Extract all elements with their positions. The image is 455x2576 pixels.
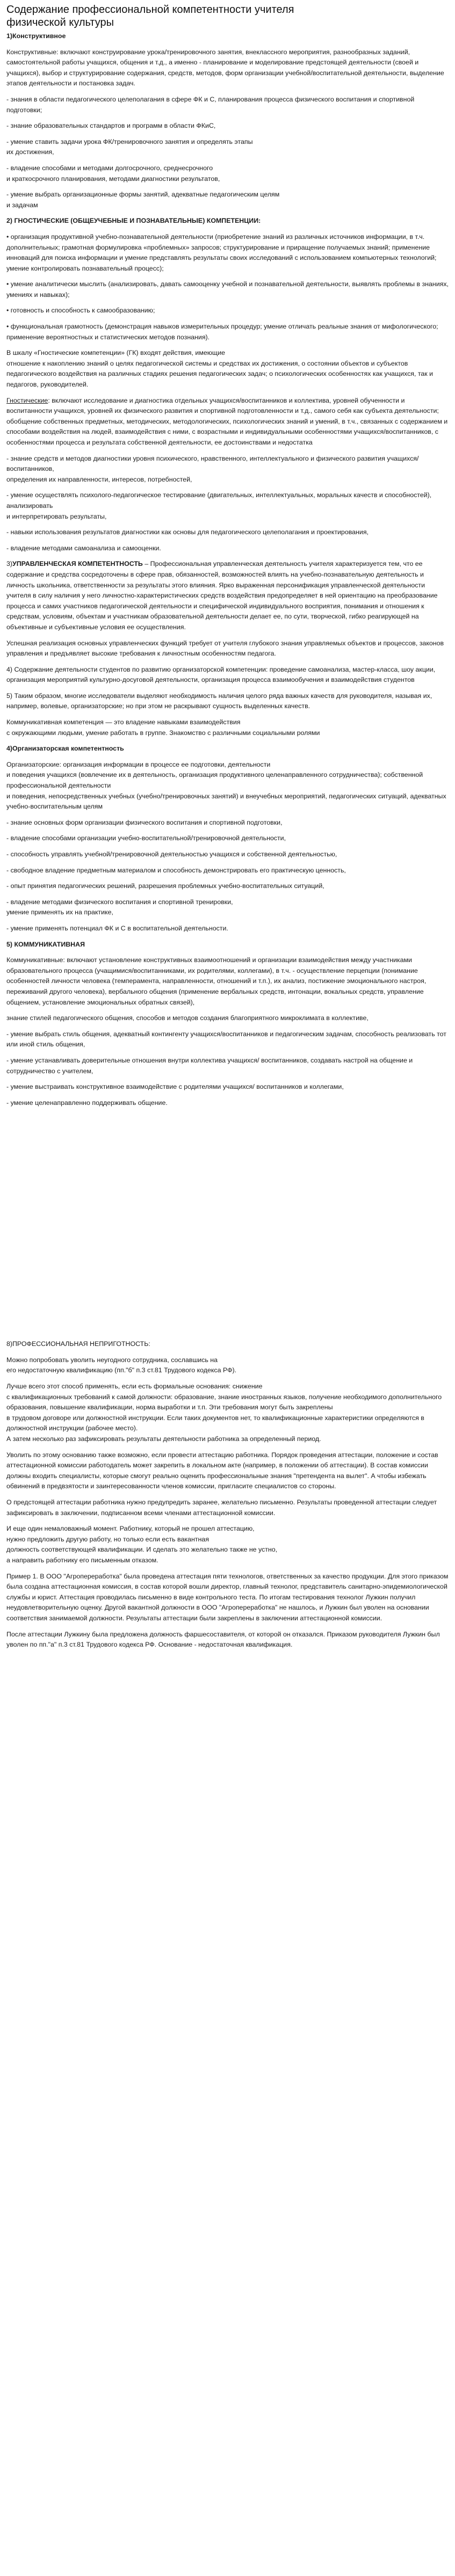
paragraph-gap bbox=[6, 1624, 449, 1629]
paragraph: - знания в области педагогического целеполагания в сфере ФК и С, планирования процесса физического воспитания и спортивной подготовки; bbox=[6, 95, 415, 114]
paragraph: Лучше всего этот способ применять, если есть формальные основания: снижение с квалификационных требований к самой должности: образование, знание иностранных языков, получение необходимого дополнительного образования, повышение квалификации, норма выработки и т.п. Эти требования могут быть закреплены в трудовом договоре или должностной инструкции. Если таких документов нет, то квалификационные характеристики определяются в должностной инструкции (рабочее место). А затем несколько раз зафиксировать результаты деятельности работника за определенный период. bbox=[6, 1382, 442, 1443]
section-heading: 5) КОММУНИКАТИВНАЯ bbox=[6, 940, 85, 948]
paragraph-gap bbox=[6, 1566, 449, 1571]
paragraph-gap bbox=[6, 892, 449, 897]
paragraph: О предстоящей аттестации работника нужно предупредить заранее, желательно письменно. Результаты проведенной аттестации следует зафиксировать в заключении, подписанном всеми членами аттестационной комиссии. bbox=[6, 1498, 437, 1517]
paragraph: • умение аналитически мыслить (анализировать, давать самооценку учебной и познавательной деятельности, выявлять проблемы в знаниях, умениях и навыках); bbox=[6, 280, 449, 299]
paragraph: - знание средств и методов диагностики уровня психического, нравственного, интеллектуального и физического развития учащихся/воспитанников, определения их направленности, интересов, потребностей, bbox=[6, 454, 419, 483]
paragraph: После аттестации Лужкину была предложена должность фаршесоставителя, от которой он отказался. Приказом руководителя Лужкин был уволен по пп."а" п.3 ст.81 Трудового кодекса РФ. Основание - недостаточная квалификация. bbox=[6, 1630, 440, 1649]
paragraph: Успешная реализация основных управленческих функций требует от учителя глубокого знания управляемых объектов и процессов, законов управления и предъявляет высокие требования к личностным особенностям педагога. bbox=[6, 639, 444, 658]
paragraph: - знание образовательных стандартов и программ в области ФКиС, bbox=[6, 122, 216, 130]
paragraph-gap bbox=[6, 89, 449, 94]
paragraph: - владение методами самоанализа и самооценки. bbox=[6, 544, 161, 552]
paragraph-gap bbox=[6, 1650, 449, 1656]
paragraph: - умение устанавливать доверительные отношения внутри коллектива учащихся/ воспитанников, создавать настрой на общение и сотрудничество с учителем, bbox=[6, 1056, 413, 1075]
paragraph-gap bbox=[6, 1518, 449, 1524]
paragraph: Организаторские: организация информации в процессе ее подготовки, деятельности и поведения учащихся (вовлечение их в деятельность, организация продуктивного целенаправленного сотрудничества); собственной профессиональной деятельности и поведения, непосредственных учебных (учебно/тренировочных занятий) и внеучебных мероприятий, педагогических ситуаций, адекватных учебно-воспитательным целям bbox=[6, 760, 446, 811]
paragraph-gap bbox=[6, 132, 449, 137]
paragraph-gap bbox=[6, 448, 449, 454]
paragraph: - умение целенаправленно поддерживать общение. bbox=[6, 1098, 168, 1107]
document-title: Содержание профессиональной компетентности учителя физической культуры bbox=[6, 4, 294, 28]
paragraph-gap bbox=[6, 712, 449, 717]
paragraph: - умение ставить задачи урока ФК/тренировочного занятия и определять этапы их достижения, bbox=[6, 137, 253, 156]
paragraph-gap bbox=[6, 950, 449, 955]
paragraph: Конструктивные: включают конструирование урока/тренировочного занятия, внеклассного мероприятия, разнообразных заданий, самостоятельной работы учащихся, общения и т.д., а именно - планирование и моделирование предстоящей деятельности (своей и учащихся), выбор и структурирование содержания, средств, методов, форм организации учебной/воспитательной деятельности, выделение этапов деятельности и постановка задач. bbox=[6, 48, 444, 88]
paragraph: - знание основных форм организации физического воспитания и спортивной подготовки, bbox=[6, 818, 283, 826]
paragraph-gap bbox=[6, 1350, 449, 1355]
blank-space bbox=[6, 1114, 449, 1339]
paragraph: - умение применять потенциал ФК и С в воспитательной деятельности. bbox=[6, 924, 228, 932]
paragraph-gap bbox=[6, 538, 449, 543]
section-heading: 1)Конструктивное bbox=[6, 32, 66, 40]
paragraph-gap bbox=[6, 1108, 449, 1114]
paragraph-gap bbox=[6, 1445, 449, 1450]
paragraph: - умение выстраивать конструктивное взаимодействие с родителями учащихся/ воспитанников и коллегами, bbox=[6, 1083, 344, 1091]
paragraph-gap bbox=[6, 738, 449, 744]
paragraph-gap bbox=[6, 934, 449, 940]
paragraph-gap bbox=[6, 1076, 449, 1082]
paragraph: - способность управлять учебной/тренировочной деятельностью учащихся и собственной деятельностью, bbox=[6, 850, 337, 858]
paragraph: Пример 1. В ООО "Агропереработка" была проведена аттестация пяти технологов, ответственных за качество продукции. Для этого приказом была создана аттестационная комиссия, в состав которой вошли директор, главный технолог, представитель санитарно-эпидемиологической службы и юрист. Аттестация проводилась письменно в виде контрольного теста. По итогам тестирования технолог Лужкин получил неудовлетворительную оценку. Другой вакантной должности в ООО "Агропереработка" не нашлось, и Лужкин был уволен на основании соответствия занимаемой должности. Результаты аттестации были закреплены в заключении аттестационной комиссии. bbox=[6, 1572, 449, 1622]
paragraph-gap bbox=[6, 554, 449, 559]
paragraph-gap bbox=[6, 1008, 449, 1013]
paragraph-gap bbox=[6, 158, 449, 163]
paragraph-gap bbox=[6, 227, 449, 232]
paragraph: • готовность и способность к самообразованию; bbox=[6, 307, 155, 315]
paragraph-gap bbox=[6, 522, 449, 527]
paragraph: • функциональная грамотность (демонстрация навыков измерительных процедур; умение отличать реальные знания от мифологического; применение вероятностных и статистических методов познания). bbox=[6, 323, 438, 341]
section-heading: 4)Организаторская компетентность bbox=[6, 745, 124, 753]
paragraph: И еще один немаловажный момент. Работнику, который не прошел аттестацию, нужно предложить другую работу, но только если есть вакантная должность соответствующей квалификации. И сделать это желательно также не устно, а направить работнику его письменным отказом. bbox=[6, 1525, 278, 1564]
paragraph-gap bbox=[6, 390, 449, 396]
paragraph-gap bbox=[6, 876, 449, 881]
paragraph-gap bbox=[6, 184, 449, 190]
paragraph-gap bbox=[6, 844, 449, 849]
paragraph-gap bbox=[6, 686, 449, 691]
paragraph: Уволить по этому основанию также возможно, если провести аттестацию работника. Порядок проведения аттестации, положение и состав аттестационной комиссии работодатель может закрепить в локальном акте (например, в положении об аттестации). В состав комиссии должны входить специалисты, которые смогут реально оценить профессиональные знания "претендента на вылет". А чтобы избежать обвинений в предвзятости и заинтересованности членов комиссии, пригласите специалистов со стороны. bbox=[6, 1451, 438, 1490]
paragraph: 4) Содержание деятельности студентов по развитию организаторской компетенции: проведение самоанализа, мастер-класса, шоу акции, организация мероприятий культурно-досуговой деятельности, организация процесса взаимообучения и взаимодействия студентов bbox=[6, 665, 436, 684]
paragraph: - опыт принятия педагогических решений, разрешения проблемных учебно-воспитательных ситуаций, bbox=[6, 882, 324, 890]
paragraph: знание стилей педагогического общения, способов и методов создания благоприятного микроклимата в коллективе, bbox=[6, 1014, 369, 1022]
paragraph-gap bbox=[6, 659, 449, 665]
paragraph-gap bbox=[6, 1492, 449, 1497]
document-body bbox=[6, 31, 449, 1656]
paragraph-gap bbox=[6, 633, 449, 638]
paragraph-gap bbox=[6, 115, 449, 121]
paragraph-gap bbox=[6, 485, 449, 490]
paragraph: Можно попробовать уволить неугодного сотрудника, сославшись на его недостаточную квалификацию (пп."б" п.3 ст.81 Трудового кодекса РФ). bbox=[6, 1356, 237, 1374]
paragraph-gap bbox=[6, 42, 449, 47]
paragraph: В шкалу «Гностические компетенции» (ГК) входят действия, имеющие отношение к накоплению знаний о целях педагогической системы и средствах их достижения, о состоянии объектов и субъектов педагогического воздействия на различных стадиях решения педагогических задач; о психологических особенностях как учащихся, так и педагогов, руководителей. bbox=[6, 349, 434, 389]
paragraph: - владение способами организации учебно-воспитательной/тренировочной деятельности, bbox=[6, 834, 286, 842]
paragraph: - владение способами и методами долгосрочного, среднесрочного и краткосрочного планирования, методами диагностики результатов, bbox=[6, 164, 220, 183]
paragraph: Коммуникативные: включают установление конструктивных взаимоотношений и организации взаимодействия между участниками образовательного процесса (учащимися/воспитанниками, их родителями, коллегами), в т.ч. - осуществление перцепции (понимание особенностей личности человека (темперамента, направленности, отношений и т.п.), их анализ, постижение эмоционального настроя, переживаний другого человека), вербального общения (применение вербальных средств, интонации, вокальных средств, управление общением, установление эмоциональных обратных связей), bbox=[6, 956, 427, 1006]
section-heading: 2) ГНОСТИЧЕСКИЕ (ОБЩЕУЧЕБНЫЕ И ПОЗНАВАТЕЛЬНЫЕ) КОМПЕТЕНЦИИ: bbox=[6, 217, 261, 225]
paragraph: - умение осуществлять психолого-педагогическое тестирование (двигательных, интеллектуальных, моральных качеств и способностей), анализировать и интерпретировать результаты, bbox=[6, 491, 432, 520]
paragraph: - умение выбрать организационные формы занятий, адекватные педагогическим целям и задачам bbox=[6, 191, 280, 209]
paragraph-gap bbox=[6, 274, 449, 279]
paragraph-gap bbox=[6, 1093, 449, 1098]
paragraph-gap bbox=[6, 343, 449, 348]
paragraph-gap bbox=[6, 316, 449, 322]
paragraph: - свободное владение предметным материалом и способность демонстрировать его практическую ценность, bbox=[6, 866, 346, 874]
paragraph: - владение методами физического воспитания и спортивной тренировки, умение применять их на практике, bbox=[6, 898, 233, 916]
paragraph: - навыки использования результатов диагностики как основы для педагогического целеполагания и проектирования, bbox=[6, 528, 369, 536]
paragraph-gap bbox=[6, 828, 449, 833]
paragraph-gap bbox=[6, 210, 449, 216]
paragraph-gap bbox=[6, 754, 449, 760]
paragraph: Коммуникативная компетенция — это владение навыками взаимодействия с окружающими людьми, умение работать в группе. Знакомство с различными социальными ролями bbox=[6, 718, 320, 737]
paragraph-gap bbox=[6, 860, 449, 865]
paragraph-gap bbox=[6, 1050, 449, 1056]
paragraph-gap bbox=[6, 1376, 449, 1381]
paragraph: • организация продуктивной учебно-познавательной деятельности (приобретение знаний из различных источников информации, в т.ч. дополнительных; грамотная формулировка «проблемных» запросов; структурирование и приращение получаемых знаний; применение инноваций для поиска информации и умение представлять результаты своих исследований с использованием компьютерных технологий; умение контролировать познавательный процесс); bbox=[6, 232, 437, 272]
paragraph-gap bbox=[6, 812, 449, 818]
paragraph: 3)УПРАВЛЕНЧЕСКАЯ КОМПЕТЕНТНОСТЬ – Профессиональная управленческая деятельность учителя характеризуется тем, что ее содержание и средства сосредоточены в сфере прав, обязанностей, возможностей влиять на учебно-познавательную деятельность и личность школьника, ответственности за результаты этого влияния. Ярко выраженная персонификация управленческой деятельности учителя в силу наличия у него личностно-характеристических средств воздействия предопределяет в ней ориентацию на преобразование процесса и самих участников педагогической деятельности и специфической индивидуального восприятия, понимания и отношения к средствам, условиям, объектам и участникам образовательной деятельности делает ее, по сути, творческой, гибко реагирующей на объективные и субъективные условия ее осуществления. bbox=[6, 560, 438, 631]
paragraph-gap bbox=[6, 918, 449, 923]
paragraph-gap bbox=[6, 1024, 449, 1029]
paragraph-gap bbox=[6, 300, 449, 305]
paragraph: 5) Таким образом, многие исследователи выделяют необходимость наличия целого ряда важных качеств для руководителя, называя их, например, волевые, организаторские; но при этом не раскрывают сущность выделенных качеств. bbox=[6, 692, 432, 710]
paragraph: 8)ПРОФЕССИОНАЛЬНАЯ НЕПРИГОТНОСТЬ: bbox=[6, 1340, 150, 1348]
paragraph: Гностические: включают исследование и диагностика отдельных учащихся/воспитанников и коллектива, уровней обученности и воспитанности учащихся, уровней их физического развития и спортивной подготовленности и т.д., самого себя как субъекта деятельности; обобщение собственных предметных, методических, методологических, психологических знаний и умений, в т.ч., связанных с содержанием и способами воздействия на людей, взаимодействия с ними, с возрастными и индивидуальными особенностями учащихся/воспитанников, с особенностями процесса и результата собственной деятельности, ее достоинствами и недостатка bbox=[6, 396, 448, 446]
paragraph: - умение выбрать стиль общения, адекватный контингенту учащихся/воспитанников и педагогическим задачам, способность реализовать тот или иной стиль общения, bbox=[6, 1030, 446, 1049]
